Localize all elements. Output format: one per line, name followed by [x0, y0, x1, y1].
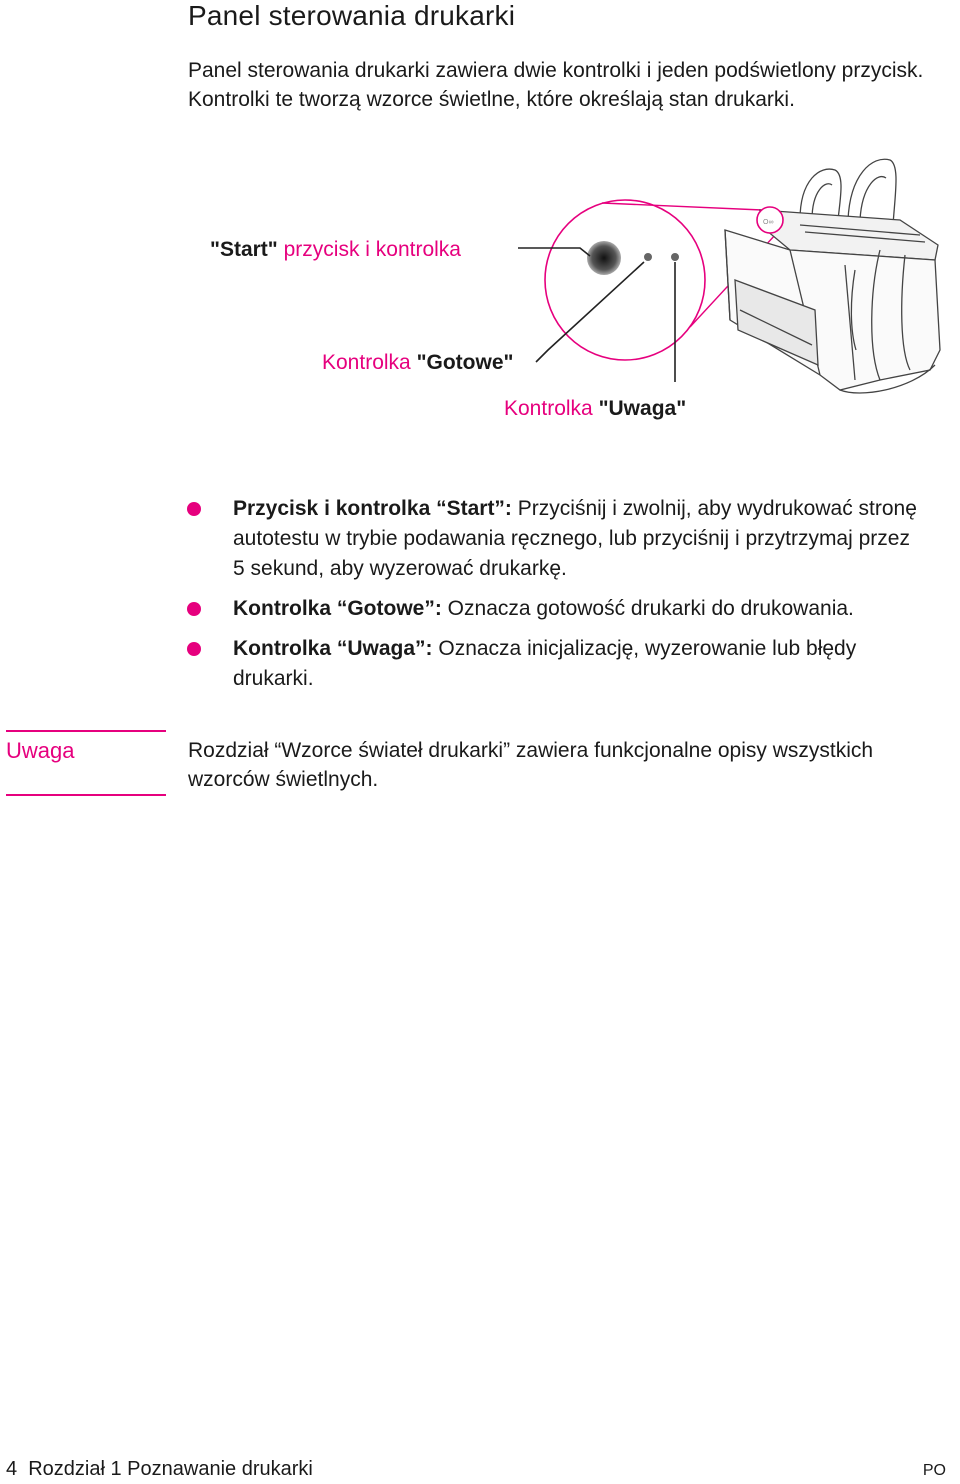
- bullet-text: Przyciśnij i zwolnij, aby wydrukować stronę autotestu w trybie podawania ręcznego, lub przyciśnij i przytrzymaj przez 5 sekund, aby wyzerować drukarkę.: [233, 497, 917, 580]
- footer-page-info: 4 Rozdział 1 Poznawanie drukarki: [6, 1458, 313, 1480]
- bullet-dot-icon: [187, 602, 201, 616]
- bullet-dot-icon: [187, 642, 201, 656]
- list-item: [187, 634, 927, 694]
- list-item: [187, 594, 927, 624]
- printer-illustration: [0, 150, 960, 450]
- bullet-text: Oznacza gotowość drukarki do drukowania.: [441, 597, 854, 620]
- bullet-term: Kontrolka “Gotowe”:: [233, 597, 442, 620]
- footer-language-code: PO: [922, 1462, 946, 1479]
- note-text: Rozdział “Wzorce świateł drukarki” zawiera funkcjonalne opisy wszystkich wzorców świetlnych.: [188, 739, 874, 791]
- callout-ready-quoted: "Gotowe": [416, 351, 514, 374]
- intro-paragraph: Panel sterowania drukarki zawiera dwie kontrolki i jeden podświetlony przycisk. Kontrolki te tworzą wzorce świetlne, które określają stan drukarki.: [188, 59, 924, 111]
- ready-light-icon: [644, 253, 652, 261]
- page-title: Panel sterowania drukarki: [188, 0, 516, 31]
- callout-attention-quoted: "Uwaga": [598, 397, 687, 420]
- callout-start-rest: przycisk i kontrolka: [277, 238, 461, 261]
- list-item: [187, 494, 927, 584]
- note-label: Uwaga: [6, 738, 75, 763]
- callout-ready-rest: Kontrolka: [322, 351, 417, 374]
- bullet-dot-icon: [187, 502, 201, 516]
- note-rule-top: [6, 730, 166, 732]
- printer-icon: [725, 159, 940, 393]
- callout-attention: [504, 397, 686, 421]
- bullet-term: Kontrolka “Uwaga”:: [233, 637, 433, 660]
- callout-attention-rest: Kontrolka: [504, 397, 599, 420]
- callout-ready: [322, 351, 513, 375]
- callout-start-quoted: "Start": [210, 238, 278, 261]
- start-button-icon: [587, 241, 621, 275]
- panel-highlight-mark: O∞: [763, 219, 774, 226]
- bullet-text: Oznacza inicjalizację, wyzerowanie lub błędy drukarki.: [233, 637, 857, 690]
- bullet-list: [187, 494, 927, 704]
- attention-light-icon: [671, 253, 679, 261]
- bullet-term: Przycisk i kontrolka “Start”:: [233, 497, 512, 520]
- callout-start: [210, 238, 461, 262]
- note-rule-bottom: [6, 794, 166, 796]
- control-panel-figure: [0, 150, 960, 455]
